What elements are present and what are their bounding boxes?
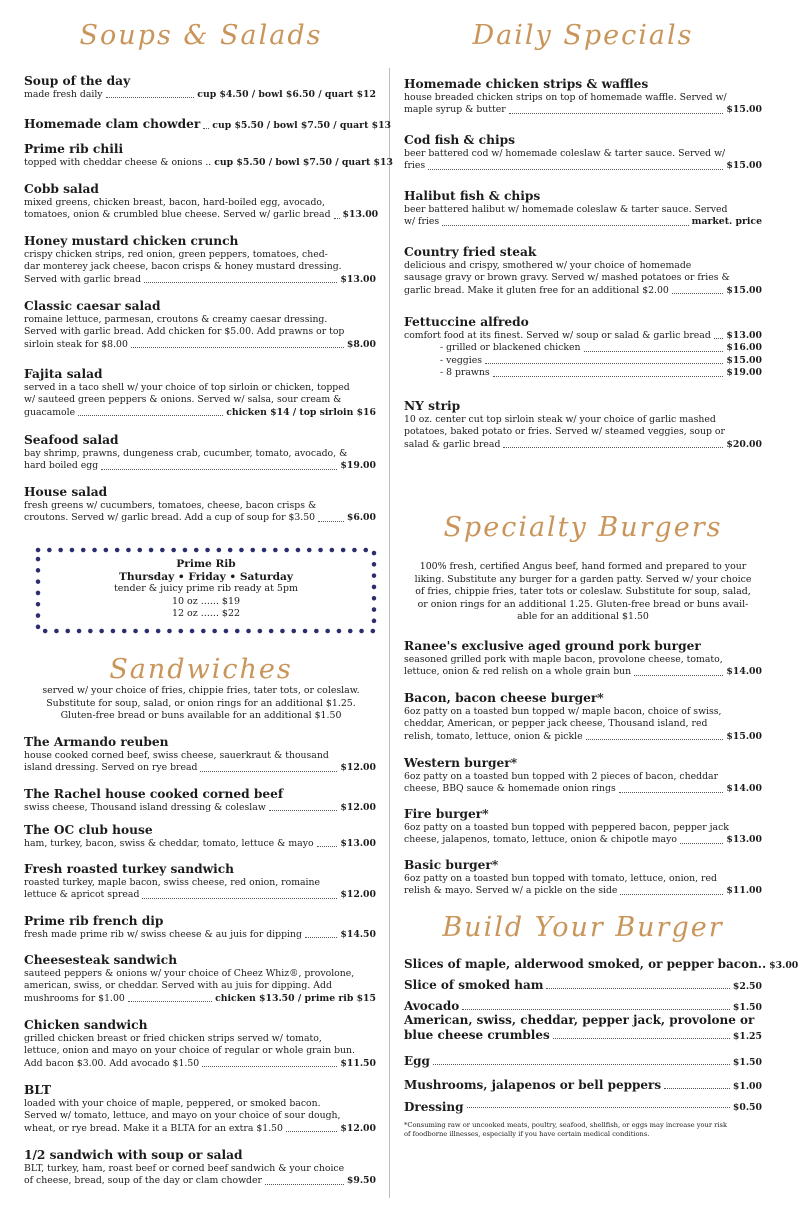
addon-item: Avocado $1.50	[404, 999, 762, 1013]
menu-item: Cobb salad mixed greens, chicken breast, bacon, hard-boiled egg, avocado, tomatoes, onion & crumbled blue cheese. Served w/ garlic bread $13.00	[24, 182, 379, 221]
menu-item: Ranee's exclusive aged ground pork burger seasoned grilled pork with maple bacon, provolone cheese, tomato, lettuce, onion & red relish on a whole grain bun $14.00	[404, 639, 762, 678]
menu-item: Prime rib chili topped with cheddar cheese & onions .. cup $5.50 / bowl $7.50 / quart $13	[24, 142, 393, 168]
menu-item: Chicken sandwich grilled chicken breast or fried chicken strips served w/ tomato, lettuce, onion and mayo on your choice of regular or whole grain bun. Add bacon $3.00. Add avocado $1.50 $11.50	[24, 1018, 376, 1069]
menu-item: Fajita salad served in a taco shell w/ your choice of top sirloin or chicken, topped w/ sauteed green peppers & onions. Served w/ salsa, sour cream & guacamole chicken $14 / top sirloin $16	[24, 367, 376, 418]
prime-rib-text: Prime Rib Thursday • Friday • Saturday tender & juicy prime rib ready at 5pm 10 oz ...... $19 12 oz ...... $22	[113, 558, 299, 620]
addon-item: Slices of maple, alderwood smoked, or pepper bacon.. $3.00	[404, 957, 798, 971]
specialty-burgers-heading: Specialty Burgers	[443, 512, 723, 543]
health-disclaimer: *Consuming raw or uncooked meats, poultry, seafood, shellfish, or eggs may increase your risk of foodborne illnesses, especially if you have certain medical conditions.	[404, 1121, 727, 1138]
menu-item: Cheesesteak sandwich sauteed peppers & onions w/ your choice of Cheez Whiz®, provolone, american, swiss, or cheddar. Served with au juis for dipping. Add mushrooms for $1.00 chicken $13.50 / prime rib $15	[24, 953, 376, 1004]
menu-item: Seafood salad bay shrimp, prawns, dungeness crab, cucumber, tomato, avocado, & hard boiled egg $19.00	[24, 433, 376, 472]
menu-item: The Rachel house cooked corned beef swiss cheese, Thousand island dressing & coleslaw $12.00	[24, 787, 376, 813]
sandwiches-intro: served w/ your choice of fries, chippie fries, tater tots, or coleslaw. Substitute for soup, salad, or onion rings for an additional $1.25. Gluten-free bread or buns available for an additional $1.50	[42, 685, 360, 721]
menu-item: Western burger* 6oz patty on a toasted bun topped with 2 pieces of bacon, cheddar cheese, BBQ sauce & homemade onion rings $14.00	[404, 756, 762, 795]
build-burger-heading: Build Your Burger	[442, 912, 724, 943]
column-divider	[389, 68, 390, 1198]
menu-item: 1/2 sandwich with soup or salad BLT, turkey, ham, roast beef or corned beef sandwich & your choice of cheese, bread, soup of the day or clam chowder $9.50	[24, 1148, 376, 1187]
menu-item: House salad fresh greens w/ cucumbers, tomatoes, cheese, bacon crisps & croutons. Served w/ garlic bread. Add a cup of soup for $3.50 $6.00	[24, 485, 376, 524]
menu-item: NY strip 10 oz. center cut top sirloin steak w/ your choice of garlic mashed potatoes, baked potato or fries. Served w/ steamed veggies, soup or salad & garlic bread $20.00	[404, 399, 762, 450]
menu-item: Halibut fish & chips beer battered halibut w/ homemade coleslaw & tarter sauce. Served w/ fries market. price	[404, 189, 762, 228]
menu-item: Homemade clam chowder cup $5.50 / bowl $7.50 / quart $13	[24, 117, 392, 131]
sandwiches-heading: Sandwiches	[109, 654, 293, 685]
addon-item: Egg $1.50	[404, 1054, 762, 1068]
menu-item: Country fried steak delicious and crispy, smothered w/ your choice of homemade sausage gravy or brown gravy. Served w/ mashed potatoes or fries & garlic bread. Make it gluten free for an additional $2.00 $15.00	[404, 245, 762, 296]
soups-salads-heading: Soups & Salads	[79, 20, 323, 51]
menu-item: Basic burger* 6oz patty on a toasted bun topped with tomato, lettuce, onion, red relish & mayo. Served w/ a pickle on the side $11.00	[404, 858, 762, 897]
burgers-intro: 100% fresh, certified Angus beef, hand formed and prepared to your liking. Substitute any burger for a garden patty. Served w/ your choice of fries, chippie fries, tater tots or coleslaw. Substitute for soup, salad, or onion rings for an additional 1.25. Gluten-free bread or buns avail- able for an additional $1.50	[414, 561, 752, 622]
daily-specials-heading: Daily Specials	[472, 20, 694, 51]
menu-item: Classic caesar salad romaine lettuce, parmesan, croutons & creamy caesar dressing. Served with garlic bread. Add chicken for $5.00. Add prawns or top sirloin steak for $8.00 $8.00	[24, 299, 376, 350]
menu-item: Fettuccine alfredo comfort food at its finest. Served w/ soup or salad & garlic bread $13.00 - grilled or blackened chicken $16.00 - veggies $15.00 - 8 prawns $19.00	[404, 315, 762, 379]
prime-rib-box	[35, 547, 377, 634]
menu-item: BLT loaded with your choice of maple, peppered, or smoked bacon. Served w/ tomato, lettuce, and mayo on your choice of sour dough, wheat, or rye bread. Make it a BLTA for an extra $1.50 $12.00	[24, 1083, 376, 1134]
menu-item: Fresh roasted turkey sandwich roasted turkey, maple bacon, swiss cheese, red onion, romaine lettuce & apricot spread $12.00	[24, 862, 376, 901]
addon-item: Slice of smoked ham $2.50	[404, 978, 762, 992]
menu-item: Cod fish & chips beer battered cod w/ homemade coleslaw & tarter sauce. Served w/ fries $15.00	[404, 133, 762, 172]
menu-item: Fire burger* 6oz patty on a toasted bun topped with peppered bacon, pepper jack cheese, jalapenos, tomato, lettuce, onion & chipotle mayo $13.00	[404, 807, 762, 846]
addon-item: Dressing $0.50	[404, 1100, 762, 1114]
menu-item: The Armando reuben house cooked corned beef, swiss cheese, sauerkraut & thousand island dressing. Served on rye bread $12.00	[24, 735, 376, 774]
addon-item: Mushrooms, jalapenos or bell peppers $1.00	[404, 1078, 762, 1092]
menu-item: Soup of the day made fresh daily cup $4.50 / bowl $6.50 / quart $12	[24, 74, 376, 100]
menu-item: Homemade chicken strips & waffles house breaded chicken strips on top of homemade waffle. Served w/ maple syrup & butter $15.00	[404, 77, 762, 116]
menu-item: Bacon, bacon cheese burger* 6oz patty on a toasted bun topped w/ maple bacon, choice of swiss, cheddar, American, or pepper jack cheese, Thousand island, red relish, tomato, lettuce, onion & pickle $15.00	[404, 691, 762, 742]
build-burger-list	[404, 950, 798, 1122]
menu-item: The OC club house ham, turkey, bacon, swiss & cheddar, tomato, lettuce & mayo $13.00	[24, 823, 376, 849]
menu-item: Honey mustard chicken crunch crispy chicken strips, red onion, green peppers, tomatoes, ched- dar monterey jack cheese, bacon crisps & honey mustard dressing. Served with garlic bread $13.00	[24, 234, 376, 285]
addon-item: American, swiss, cheddar, pepper jack, provolone or blue cheese crumbles $1.25	[404, 1013, 762, 1042]
menu-item: Prime rib french dip fresh made prime rib w/ swiss cheese & au juis for dipping $14.50	[24, 914, 376, 940]
